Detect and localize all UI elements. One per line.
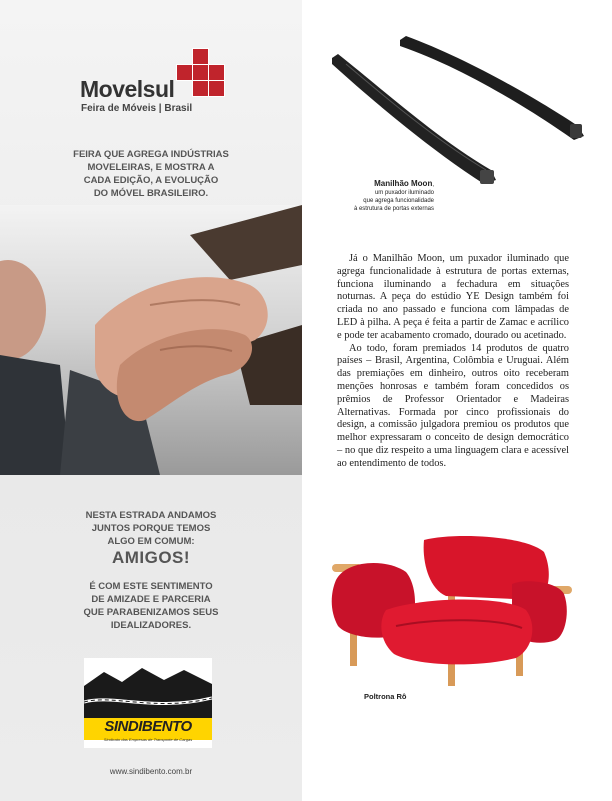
logo-title: Movelsul (80, 76, 175, 102)
article-paragraph: Já o Manilhão Moon, um puxador iluminado que agrega funcionalidade à estrutura de portas externas, funciona iluminando a fechadura em situações noturnas. A peça do estúdio YE Design também foi criada no ano passado e funciona com lâmpadas de LED à pilha. A peça é feita a partir de Zamac e acrílico e pode ter acabamento cromado, dourado ou acetinado. (337, 253, 569, 341)
website-link[interactable]: www.sindibento.com.br (109, 767, 193, 776)
moon-caption: Manilhão Moon, um puxador iluminado que agrega funcionalidade à estrutura de portas externas (353, 179, 434, 212)
moon-caption-name: Manilhão Moon (374, 179, 433, 188)
moon-handle-photo (326, 28, 594, 188)
sponsor-name: SINDIBENTO (104, 718, 192, 735)
armchair-photo (326, 530, 578, 688)
road-text: NESTA ESTRADA ANDAMOS JUNTOS PORQUE TEMOS ALGO EM COMUM: (85, 510, 217, 547)
chair-caption: Poltrona Rô (364, 692, 407, 701)
article-paragraph: Ao todo, foram premiados 14 produtos de quatro países – Brasil, Argentina, Colômbia e Uruguai. Além das premiações em dinheiro, outros oito receberam menções honrosas e também foram concedidos os prêmios de Professor Orientador e Madeiras Alternativas. Formada por cinco profissionais do design, a comissão julgadora premiou os produtos que melhor expressaram o conceito de design democrático – no que diz respeito a uma linguagem clara e acessível ao entendimento de todos. (337, 342, 569, 469)
road-mountain-icon (84, 658, 212, 718)
article-body (337, 253, 569, 471)
armchair-icon (326, 530, 578, 688)
amigos-headline: AMIGOS! (111, 548, 191, 567)
closing-text: É COM ESTE SENTIMENTO DE AMIZADE E PARCERIA QUE PARABENIZAMOS SEUS IDEALIZADORES. (83, 581, 219, 631)
left-advertisement-panel (0, 0, 302, 801)
sponsor-tagline: Sindicato das Empresas de Transporte de Cargas (103, 737, 193, 742)
handshake-photo (0, 205, 302, 475)
movelsul-logo (80, 48, 230, 118)
logo-subtitle: Feira de Móveis | Brasil (81, 103, 193, 114)
logo-squares-icon (176, 48, 228, 100)
handshake-icon (0, 205, 302, 475)
sindibento-logo (84, 658, 212, 748)
intro-text: FEIRA QUE AGREGA INDÚSTRIAS MOVELEIRAS, E MOSTRA A CADA EDIÇÃO, A EVOLUÇÃO DO MÓVEL BRASILEIRO. (73, 149, 229, 199)
door-handle-icon (326, 28, 594, 188)
